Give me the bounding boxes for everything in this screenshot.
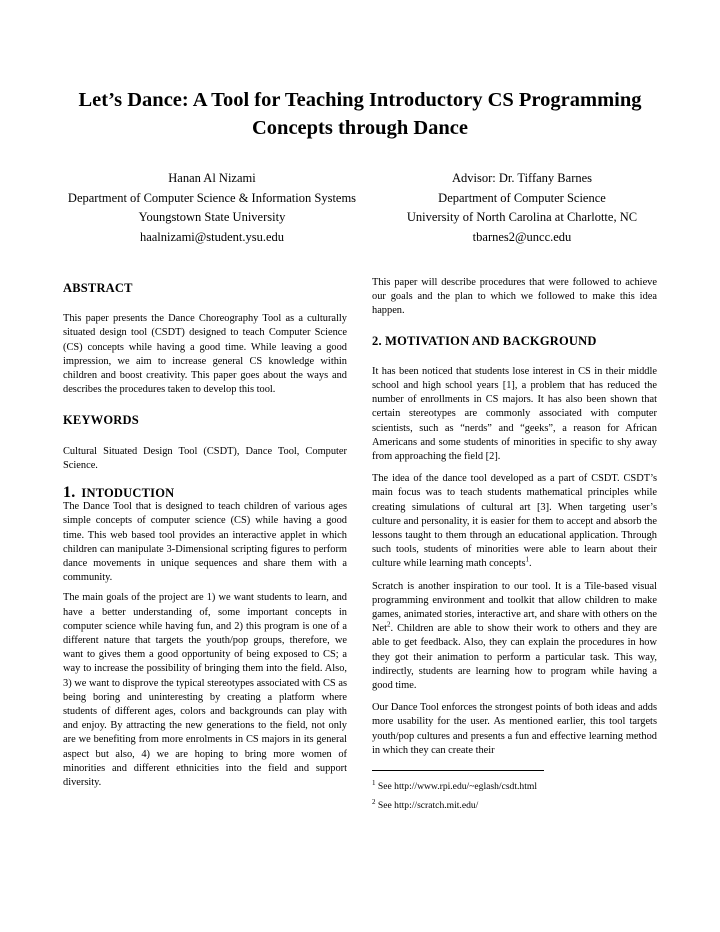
motivation-p3-text-a: Scratch is another inspiration to our tool. It is a Tile-based visual programming environment and toolkit that allow children to make games, animated stories, interactive art, and share with others on the Net	[372, 580, 657, 635]
author-university: Youngstown State University	[138, 210, 286, 224]
motivation-p2-end: .	[529, 558, 532, 570]
abstract-text: This paper presents the Dance Choreography Tool as a culturally situated design tool (CSDT) designed to teach Computer Science (CS) concepts while having a good time. While leaving a good impression, we aim to increase general CS knowledge within children and boost creativity. This paper goes about the ways and describes the procedures taken to develop this tool.	[63, 313, 347, 396]
section-number: 1.	[63, 484, 76, 502]
paper-title	[30, 86, 690, 142]
author-block-2	[372, 169, 672, 247]
author-block-1	[63, 169, 361, 247]
keywords-heading: KEYWORDS	[63, 413, 139, 428]
footnote-ref-2: 2	[387, 620, 391, 629]
author-name: Hanan Al Nizami	[168, 171, 256, 185]
intro-paragraph-1: The Dance Tool that is designed to teach children of various ages simple concepts of computer science (CS) while having a good time. This web based tool provides an interactive applet in which children can manipulate 3-Dimensional scripting figures to perform dance movements in unique sequences and share them with a community.	[63, 501, 347, 584]
motivation-paragraph-4: Our Dance Tool enforces the strongest points of both ideas and adds more usability for the user. As mentioned earlier, this tool targets youth/pop cultures and presents a fun and effective learning method in which they can create their	[372, 702, 657, 756]
right-intro-paragraph: This paper will describe procedures that were followed to achieve our goals and the plan to which we followed to make this idea happen.	[372, 277, 657, 317]
advisor-email: tbarnes2@uncc.edu	[472, 229, 572, 244]
motivation-p3-text-b: . Children are able to show their work to others and they are able to get feedback. Also, they can explain the procedures in how they got their animation to perform a particular task. This way, indirectly, students are learning how to program while having a good time.	[372, 623, 657, 692]
footnote-2	[372, 799, 657, 812]
footnote-ref-1: 1	[525, 555, 529, 564]
author-email: haalnizami@student.ysu.edu	[139, 229, 285, 244]
footnote-text: See http://scratch.mit.edu/	[375, 800, 479, 812]
footnote-divider	[372, 770, 544, 771]
footnote-mark: 1	[372, 778, 376, 787]
abstract-heading: ABSTRACT	[63, 281, 133, 295]
intro-paragraph-2: The main goals of the project are 1) we want students to learn, and have a better understanding of, some important concepts in computer science while having fun, and 2) this program is one of a different nature that targets the youth/pop groups, therefore, we want to gives them a good opportunity of being exposed to CS; a way to increase the possibility of bringing them into the field. Also, 3) we want to disprove the typical stereotypes associated with CS as being boring and uninteresting by creating a platform where students of different ages, colors and backgrounds can play with and enjoy. By attracting the new generations to the field, not only are we benefiting from more enrolments in CS majors in its general aspect but also, 4) we are hoping to bring more women of minorities and different ethnicities into the field and support diversity.	[63, 592, 347, 789]
motivation-p2-text: The idea of the dance tool developed as a part of CSDT. CSDT’s main focus was to teach students mathematical principles while creating simulations of cultural art [3]. When targeting user’s culture and personality, it is easier for them to accept and absorb the lessons taught to them through an educational application. Through such tools, students of minorities were able to learn about their culture while learning math concepts	[372, 473, 657, 570]
left-column	[63, 276, 347, 790]
footnote-mark: 2	[372, 797, 376, 806]
section-title: INTODUCTION	[81, 486, 175, 501]
footnote-1	[372, 780, 657, 793]
advisor-name: Advisor: Dr. Tiffany Barnes	[451, 171, 593, 185]
keywords-text: Cultural Situated Design Tool (CSDT), Dance Tool, Computer Science.	[63, 445, 347, 471]
motivation-paragraph-1: It has been noticed that students lose interest in CS in their middle school and high school years [1], a problem that has reduced the number of enrollments in CS majors. It has also been shown that certain stereotypes are commonly associated with computer scientists, such as “nerds” and “geeks”, a reason for African Americans and some students of minorities in specific to shy away from approaching the field [2].	[372, 365, 657, 463]
advisor-department: Department of Computer Science	[438, 190, 606, 205]
footnote-text: See http://www.rpi.edu/~eglash/csdt.html	[375, 781, 538, 793]
introduction-heading	[63, 486, 347, 500]
title-line-1: Let’s Dance: A Tool for Teaching Introductory CS Programming	[78, 89, 642, 111]
right-column	[372, 276, 657, 818]
motivation-paragraph-2	[372, 472, 657, 571]
motivation-paragraph-3	[372, 580, 657, 694]
motivation-heading: 2. MOTIVATION AND BACKGROUND	[372, 333, 597, 348]
advisor-university: University of North Carolina at Charlotte, NC	[406, 210, 638, 224]
author-department: Department of Computer Science & Information Systems	[67, 190, 357, 205]
title-line-2: Concepts through Dance	[251, 117, 469, 139]
